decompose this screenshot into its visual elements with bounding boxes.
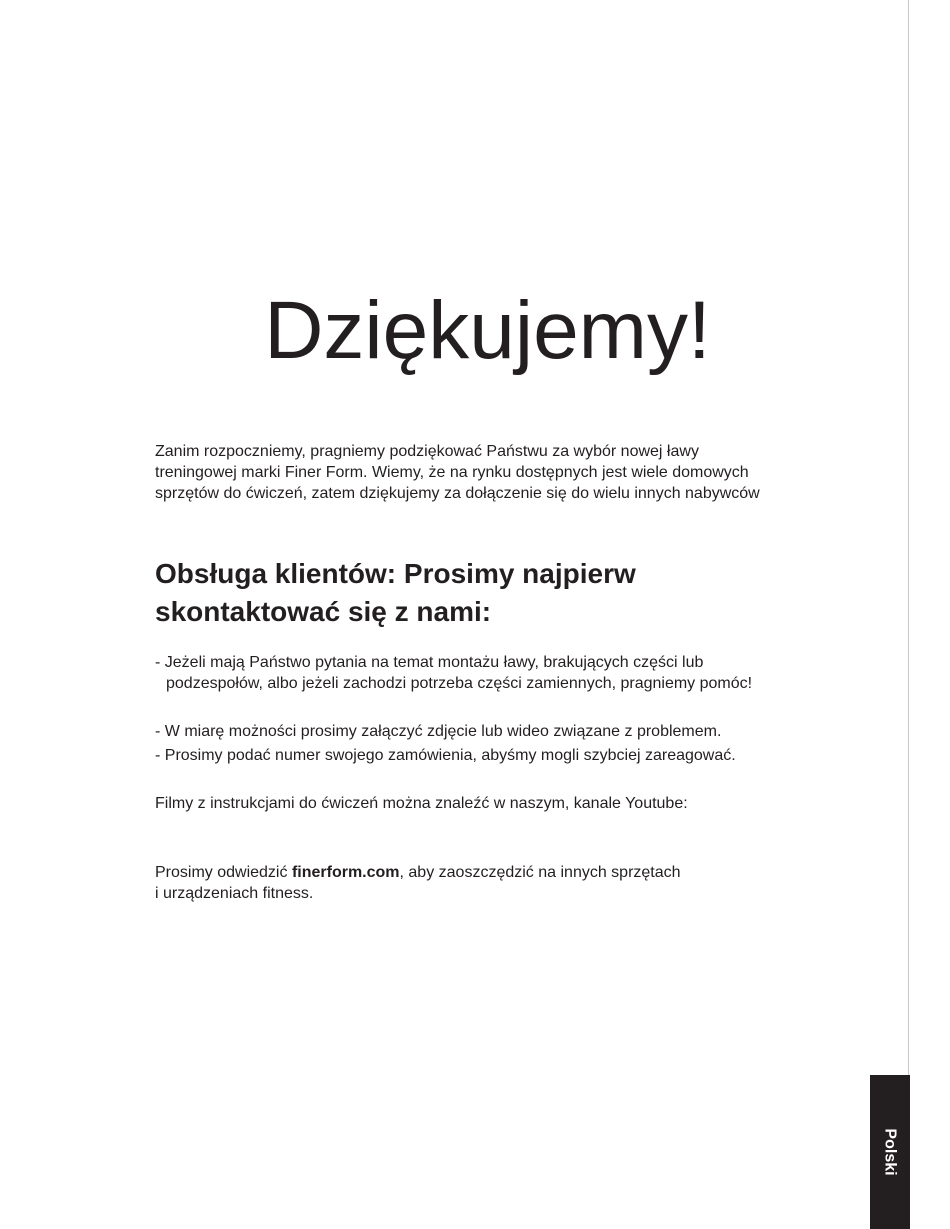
website-link[interactable]: finerform.com (291, 864, 400, 881)
support-item-3: - Prosimy podać numer swojego zamówienia, abyśmy mogli szybciej zareagować. (155, 747, 736, 764)
visit-prefix: Prosimy odwiedzić (155, 864, 292, 881)
support-heading-line-2: skontaktować się z nami: (155, 596, 492, 627)
language-tab-label-wrap (870, 1075, 910, 1229)
intro-line-1: Zanim rozpoczniemy, pragniemy podziękować Państwu za wybór nowej ławy (155, 443, 699, 460)
videos-paragraph: Filmy z instrukcjami do ćwiczeń można znaleźć w naszym, kanale Youtube: (155, 795, 688, 812)
support-item-1 (155, 652, 855, 694)
page-title: Dziękujemy! (264, 285, 711, 376)
language-tab-label: Polski (882, 1128, 900, 1176)
support-item-2: - W miarę możności prosimy załączyć zdjęcie lub wideo związane z problemem. (155, 723, 722, 740)
support-item-1-line-2: podzespołów, albo jeżeli zachodzi potrzeba części zamiennych, pragniemy pomóc! (166, 675, 753, 692)
main-content (155, 441, 855, 902)
visit-suffix: , aby zaoszczędzić na innych sprzętach (399, 864, 681, 881)
intro-paragraph (155, 441, 855, 504)
intro-line-2: treningowej marki Finer Form. Wiemy, że na rynku dostępnych jest wiele domowych (155, 464, 749, 481)
intro-line-3: sprzętów do ćwiczeń, zatem dziękujemy za dołączenie się do wielu innych nabywców (155, 485, 760, 502)
support-heading (155, 555, 855, 631)
visit-line-2: i urządzeniach fitness. (155, 885, 314, 902)
support-heading-line-1: Obsługa klientów: Prosimy najpierw (155, 558, 636, 589)
page-edge-divider (908, 0, 909, 1229)
support-item-1-line-1: - Jeżeli mają Państwo pytania na temat montażu ławy, brakujących części lub (155, 654, 704, 671)
visit-paragraph (155, 862, 855, 904)
